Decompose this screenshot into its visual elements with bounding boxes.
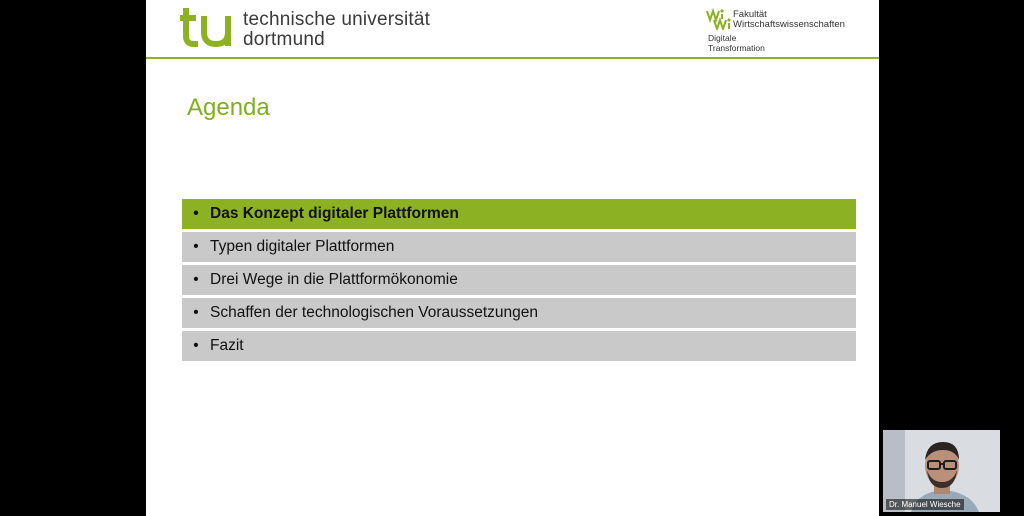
agenda-item-label: Typen digitaler Plattformen [210, 238, 395, 255]
slide-header [146, 0, 879, 58]
bullet-icon: • [193, 304, 199, 321]
agenda-item-label: Schaffen der technologischen Voraussetzungen [210, 304, 539, 321]
header-divider [146, 57, 879, 59]
agenda-item-konzept[interactable] [182, 199, 856, 229]
bullet-icon: • [193, 271, 199, 288]
bullet-icon: • [193, 238, 199, 255]
agenda-item-label: Drei Wege in die Plattformökonomie [210, 271, 458, 288]
wiwi-logo [706, 8, 732, 30]
bullet-icon: • [193, 337, 199, 354]
agenda-item-label: Das Konzept digitaler Plattformen [210, 205, 459, 222]
slide-title: Agenda [187, 94, 270, 121]
department-name: Digitale Transformation [708, 33, 765, 53]
agenda-item-fazit[interactable] [182, 331, 856, 361]
faculty-name: Fakultät Wirtschaftswissenschaften [733, 9, 845, 30]
tu-logo [180, 6, 236, 48]
participant-name: Dr. Manuel Wiesche [886, 499, 964, 510]
presentation-slide [146, 0, 879, 516]
agenda-item-wege[interactable] [182, 265, 856, 295]
bullet-icon: • [193, 205, 199, 222]
agenda-list [182, 199, 856, 364]
participant-video-tile[interactable] [883, 430, 1000, 512]
university-name: technische universität dortmund [243, 9, 431, 50]
agenda-item-voraussetzungen[interactable] [182, 298, 856, 328]
agenda-item-typen[interactable] [182, 232, 856, 262]
agenda-item-label: Fazit [210, 337, 244, 354]
